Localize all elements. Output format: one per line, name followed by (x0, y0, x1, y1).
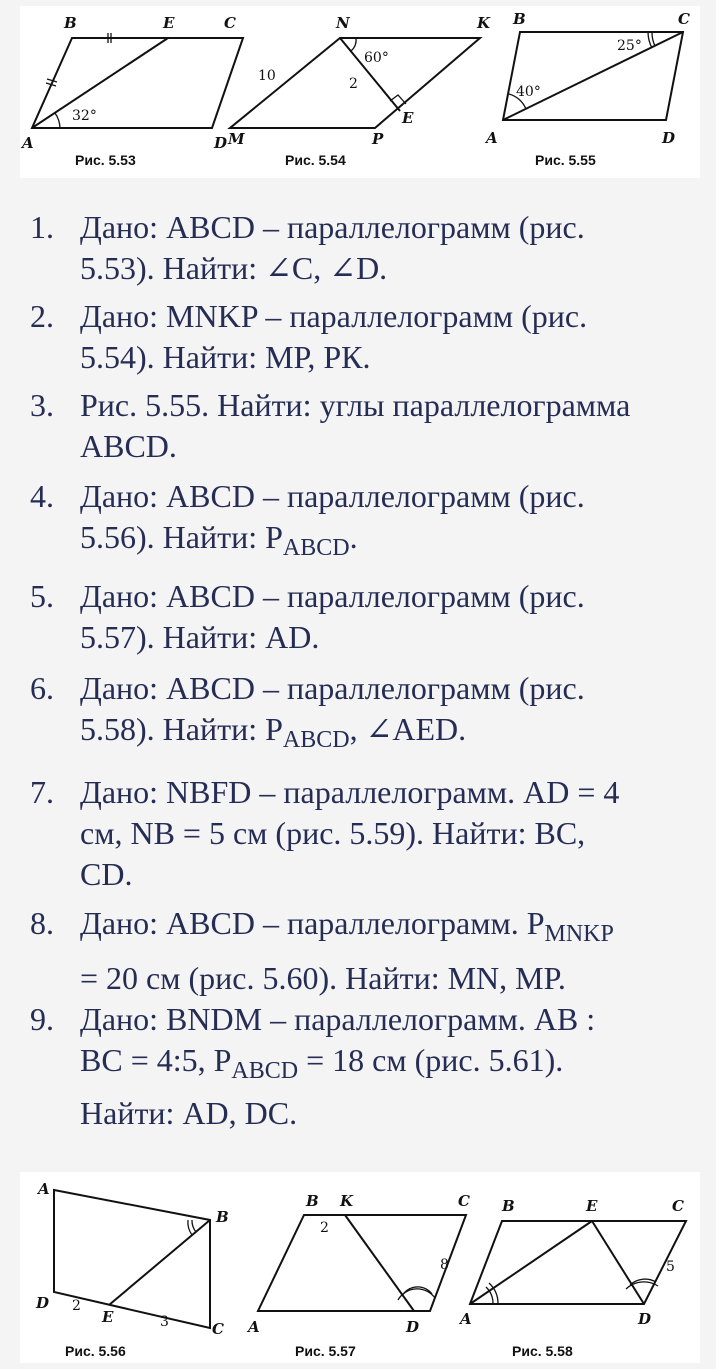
figure-5-53 (20, 14, 243, 168)
angle-label: 32° (72, 108, 97, 124)
problem-text: 5.57). Найти: AD. (80, 619, 320, 655)
perimeter-subscript: ABCD (282, 727, 350, 753)
problem-text: 5.54). Найти: МР, РК. (80, 339, 371, 375)
perimeter-subscript: MNKP (544, 921, 614, 947)
problem-text: = 20 см (рис. 5.60). Найти: MN, MP. (80, 960, 566, 996)
problem-text: Дано: MNKP – параллелограмм (рис. (80, 298, 588, 334)
problem-item-3 (30, 385, 706, 467)
vertex-label-d: D (662, 129, 676, 147)
side-label-8: 8 (440, 1257, 449, 1273)
parallelogram-abcd (258, 1215, 466, 1311)
vertex-label-a: A (486, 129, 498, 147)
perimeter-subscript: ABCD (231, 1058, 299, 1084)
figure-caption: Рис. 5.53 (75, 152, 136, 168)
problem-number: 8. (30, 905, 54, 941)
vertex-label-n: N (336, 14, 350, 32)
vertex-label-m: M (228, 130, 245, 148)
angle-label: 60° (364, 50, 389, 66)
vertex-label-b: B (513, 10, 526, 28)
vertex-label-c: C (458, 1192, 470, 1210)
problem-text: . (349, 519, 358, 555)
problem-list (30, 207, 706, 1134)
vertex-label-e: E (586, 1197, 598, 1215)
problem-number: 5. (30, 578, 54, 614)
side-label-3: 3 (160, 1314, 169, 1330)
problem-text: CD. (80, 856, 133, 892)
figure-caption: Рис. 5.57 (295, 1343, 356, 1359)
side-label-10: 10 (258, 68, 276, 84)
perimeter-subscript: ABCD (282, 535, 350, 561)
side-label-2: 2 (72, 1298, 81, 1314)
vertex-label-e: E (402, 109, 414, 127)
problem-text: , ∠AED. (349, 711, 467, 747)
vertex-label-c: C (678, 10, 690, 28)
figure-5-58 (458, 1197, 686, 1359)
problem-text: ABCD. (80, 428, 177, 464)
figure-caption: Рис. 5.56 (65, 1343, 126, 1359)
problem-number: 9. (30, 1001, 54, 1037)
top-figures-svg (20, 6, 700, 178)
figure-5-54 (227, 14, 491, 168)
top-figures-panel (20, 6, 700, 178)
problem-text: 5.56). Найти: P (80, 519, 283, 555)
segment-be (109, 1220, 210, 1305)
problem-text: Дано: ABCD – параллелограмм (рис. (80, 670, 585, 706)
bottom-figures-svg (20, 1172, 700, 1363)
parallelogram-abcd (470, 1221, 686, 1304)
problem-text: Дано: ABCD – параллелограмм (рис. (80, 578, 585, 614)
vertex-label-b: B (306, 1192, 319, 1210)
problem-item-1 (30, 207, 706, 289)
vertex-label-a: A (248, 1318, 260, 1336)
side-label-2: 2 (349, 76, 358, 92)
problem-text: Дано: NBFD – параллелограмм. AD = 4 (80, 774, 620, 810)
problem-number: 2. (30, 298, 54, 334)
segment-ae (470, 1221, 592, 1304)
vertex-label-e: E (163, 14, 175, 32)
segment-ed (592, 1221, 644, 1304)
angle-label-25: 25° (617, 38, 642, 54)
problem-text: BC = 4:5, P (80, 1042, 232, 1078)
problem-text: 5.53). Найти: ∠C, ∠D. (80, 250, 388, 286)
problem-item-5 (30, 576, 706, 658)
figure-5-57 (246, 1192, 470, 1359)
vertex-label-d: D (406, 1318, 420, 1336)
problem-number: 1. (30, 209, 54, 245)
angle-arc-c-2 (652, 32, 655, 46)
vertex-label-b: B (64, 14, 77, 32)
vertex-label-k: K (340, 1192, 354, 1210)
vertex-label-c: C (672, 1197, 684, 1215)
problem-text: Дано: BNDM – параллелограмм. AB : (80, 1001, 596, 1037)
problem-item-7 (30, 772, 706, 895)
vertex-label-b: B (216, 1208, 229, 1226)
angle-label-40: 40° (516, 84, 541, 100)
angle-arc (351, 38, 356, 51)
problem-text: Дано: ABCD – параллелограмм. P (80, 905, 545, 941)
bottom-figures-panel (20, 1172, 700, 1363)
problem-text: см, NB = 5 см (рис. 5.59). Найти: BC, (80, 815, 586, 851)
problem-item-4 (30, 476, 706, 561)
problem-text: 5.58). Найти: P (80, 711, 283, 747)
vertex-label-c: C (212, 1320, 224, 1338)
angle-arc (55, 113, 60, 128)
figure-5-56 (35, 1180, 229, 1359)
vertex-label-e: E (102, 1308, 114, 1326)
figure-5-55 (484, 10, 690, 168)
problem-item-8 (30, 903, 706, 999)
angle-arc-b-2 (188, 1220, 192, 1235)
problem-text: Найти: AD, DC. (80, 1095, 298, 1131)
vertex-label-p: P (372, 130, 384, 148)
segment-kd (345, 1215, 414, 1311)
diagonal-ac (503, 32, 683, 120)
problem-number: 3. (30, 387, 54, 423)
problem-text: Рис. 5.55. Найти: углы параллелограмма (80, 387, 631, 423)
problem-number: 7. (30, 774, 54, 810)
problem-text: Дано: ABCD – параллелограмм (рис. (80, 478, 585, 514)
problem-text: = 18 см (рис. 5.61). (298, 1042, 564, 1078)
side-label-2: 2 (320, 1220, 329, 1236)
problem-item-6 (30, 668, 706, 753)
side-label-5: 5 (666, 1259, 675, 1275)
problem-number: 6. (30, 670, 54, 706)
vertex-label-b: B (502, 1197, 515, 1215)
figure-caption: Рис. 5.54 (285, 152, 346, 168)
vertex-label-a: A (460, 1310, 472, 1328)
vertex-label-c: C (224, 14, 236, 32)
problem-text: Дано: ABCD – параллелограмм (рис. (80, 209, 585, 245)
figure-caption: Рис. 5.55 (535, 152, 596, 168)
figure-caption: Рис. 5.58 (512, 1343, 573, 1359)
vertex-label-k: K (477, 14, 491, 32)
vertex-label-d: D (638, 1310, 652, 1328)
angle-arc-b (192, 1220, 196, 1232)
problem-item-9 (30, 999, 706, 1134)
problem-item-2 (30, 296, 706, 378)
vertex-label-a: A (38, 1180, 50, 1198)
vertex-label-a: A (22, 134, 34, 152)
vertex-label-d: D (36, 1294, 50, 1312)
problem-number: 4. (30, 478, 54, 514)
parallelogram-abcd (32, 38, 243, 128)
vertex-label-d: D (214, 134, 228, 152)
